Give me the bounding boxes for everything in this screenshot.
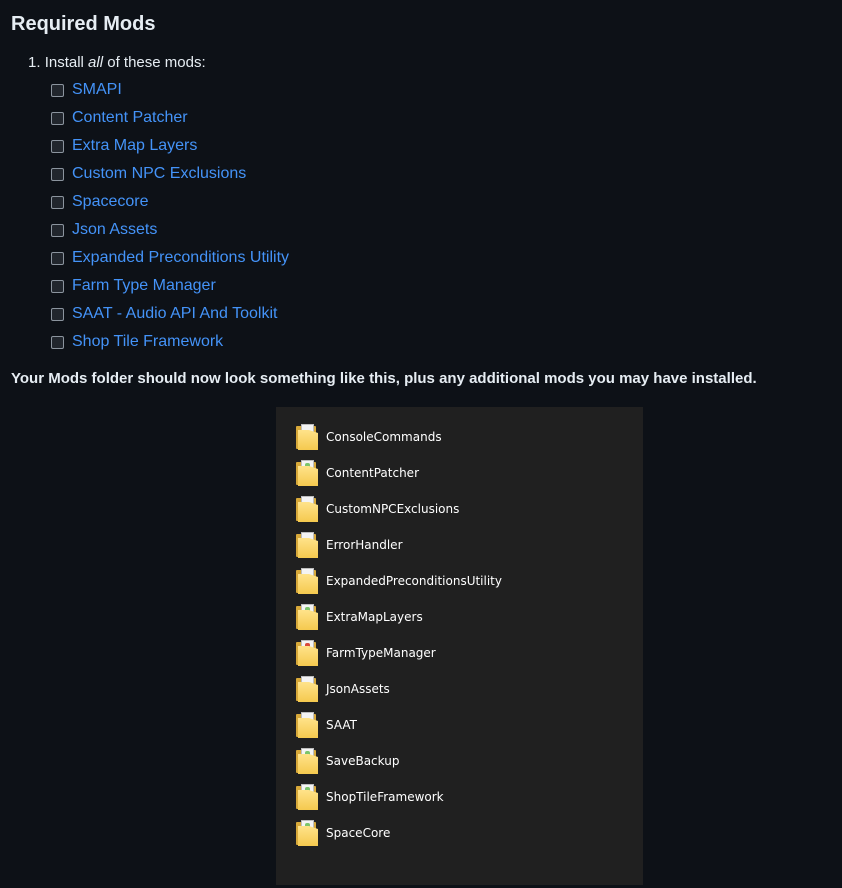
folder-name: ShopTileFramework bbox=[326, 790, 444, 804]
folder-name: JsonAssets bbox=[326, 682, 390, 696]
mods-folder-screenshot bbox=[276, 407, 643, 885]
folder-row[interactable] bbox=[296, 671, 502, 707]
mod-item bbox=[50, 76, 289, 104]
folder-row[interactable] bbox=[296, 491, 502, 527]
folder-list bbox=[296, 419, 502, 851]
folder-icon bbox=[296, 820, 318, 846]
step-suffix: of these mods: bbox=[103, 54, 206, 71]
mod-link[interactable]: Shop Tile Framework bbox=[72, 333, 224, 350]
folder-row[interactable] bbox=[296, 635, 502, 671]
folder-icon bbox=[296, 604, 318, 630]
folder-row[interactable] bbox=[296, 599, 502, 635]
folder-icon bbox=[296, 568, 318, 594]
mod-item bbox=[50, 244, 289, 272]
folder-icon bbox=[296, 424, 318, 450]
mod-item bbox=[50, 216, 289, 244]
folder-icon bbox=[296, 532, 318, 558]
mod-link[interactable]: Expanded Preconditions Utility bbox=[72, 249, 290, 266]
mod-link[interactable]: Farm Type Manager bbox=[72, 277, 216, 294]
folder-row[interactable] bbox=[296, 419, 502, 455]
folder-row[interactable] bbox=[296, 455, 502, 491]
folder-name: SAAT bbox=[326, 718, 357, 732]
mod-link[interactable]: SAAT - Audio API And Toolkit bbox=[72, 305, 278, 322]
mod-checkbox[interactable] bbox=[51, 252, 64, 265]
folder-name: ContentPatcher bbox=[326, 466, 419, 480]
step-prefix: Install bbox=[44, 54, 89, 71]
step-number: 1. bbox=[28, 54, 41, 71]
mod-link[interactable]: Json Assets bbox=[72, 221, 158, 238]
mod-item bbox=[50, 328, 289, 356]
folder-icon bbox=[296, 460, 318, 486]
mod-checkbox[interactable] bbox=[51, 224, 64, 237]
folder-row[interactable] bbox=[296, 707, 502, 743]
folder-icon bbox=[296, 784, 318, 810]
mod-checkbox[interactable] bbox=[51, 112, 64, 125]
mod-link[interactable]: SMAPI bbox=[72, 81, 122, 98]
mods-folder-note: Your Mods folder should now look something like this, plus any additional mods you may have installed. bbox=[11, 370, 757, 387]
folder-row[interactable] bbox=[296, 779, 502, 815]
folder-name: CustomNPCExclusions bbox=[326, 502, 460, 516]
folder-name: ErrorHandler bbox=[326, 538, 403, 552]
folder-row[interactable] bbox=[296, 563, 502, 599]
mod-item bbox=[50, 272, 289, 300]
folder-name: ExpandedPreconditionsUtility bbox=[326, 574, 502, 588]
folder-name: SaveBackup bbox=[326, 754, 400, 768]
mod-checkbox[interactable] bbox=[51, 84, 64, 97]
mod-item bbox=[50, 188, 289, 216]
folder-name: FarmTypeManager bbox=[326, 646, 436, 660]
mod-checkbox[interactable] bbox=[51, 140, 64, 153]
folder-name: ExtraMapLayers bbox=[326, 610, 423, 624]
folder-row[interactable] bbox=[296, 743, 502, 779]
mod-link[interactable]: Content Patcher bbox=[72, 109, 188, 126]
mod-item bbox=[50, 132, 289, 160]
folder-icon bbox=[296, 640, 318, 666]
folder-icon bbox=[296, 676, 318, 702]
mod-item bbox=[50, 300, 289, 328]
mod-checkbox[interactable] bbox=[51, 308, 64, 321]
folder-icon bbox=[296, 496, 318, 522]
folder-icon bbox=[296, 748, 318, 774]
mod-link[interactable]: Spacecore bbox=[72, 193, 149, 210]
mod-item bbox=[50, 104, 289, 132]
mod-checkbox[interactable] bbox=[51, 196, 64, 209]
mod-checkbox[interactable] bbox=[51, 280, 64, 293]
folder-icon bbox=[296, 712, 318, 738]
step-emphasis: all bbox=[88, 54, 104, 71]
install-step bbox=[28, 52, 206, 74]
mod-checkbox[interactable] bbox=[51, 168, 64, 181]
mod-checklist bbox=[50, 76, 289, 356]
folder-row[interactable] bbox=[296, 815, 502, 851]
page-title: Required Mods bbox=[11, 13, 156, 35]
mod-checkbox[interactable] bbox=[51, 336, 64, 349]
mod-link[interactable]: Custom NPC Exclusions bbox=[72, 165, 247, 182]
mod-item bbox=[50, 160, 289, 188]
folder-name: SpaceCore bbox=[326, 826, 391, 840]
folder-row[interactable] bbox=[296, 527, 502, 563]
mod-link[interactable]: Extra Map Layers bbox=[72, 137, 198, 154]
folder-name: ConsoleCommands bbox=[326, 430, 442, 444]
